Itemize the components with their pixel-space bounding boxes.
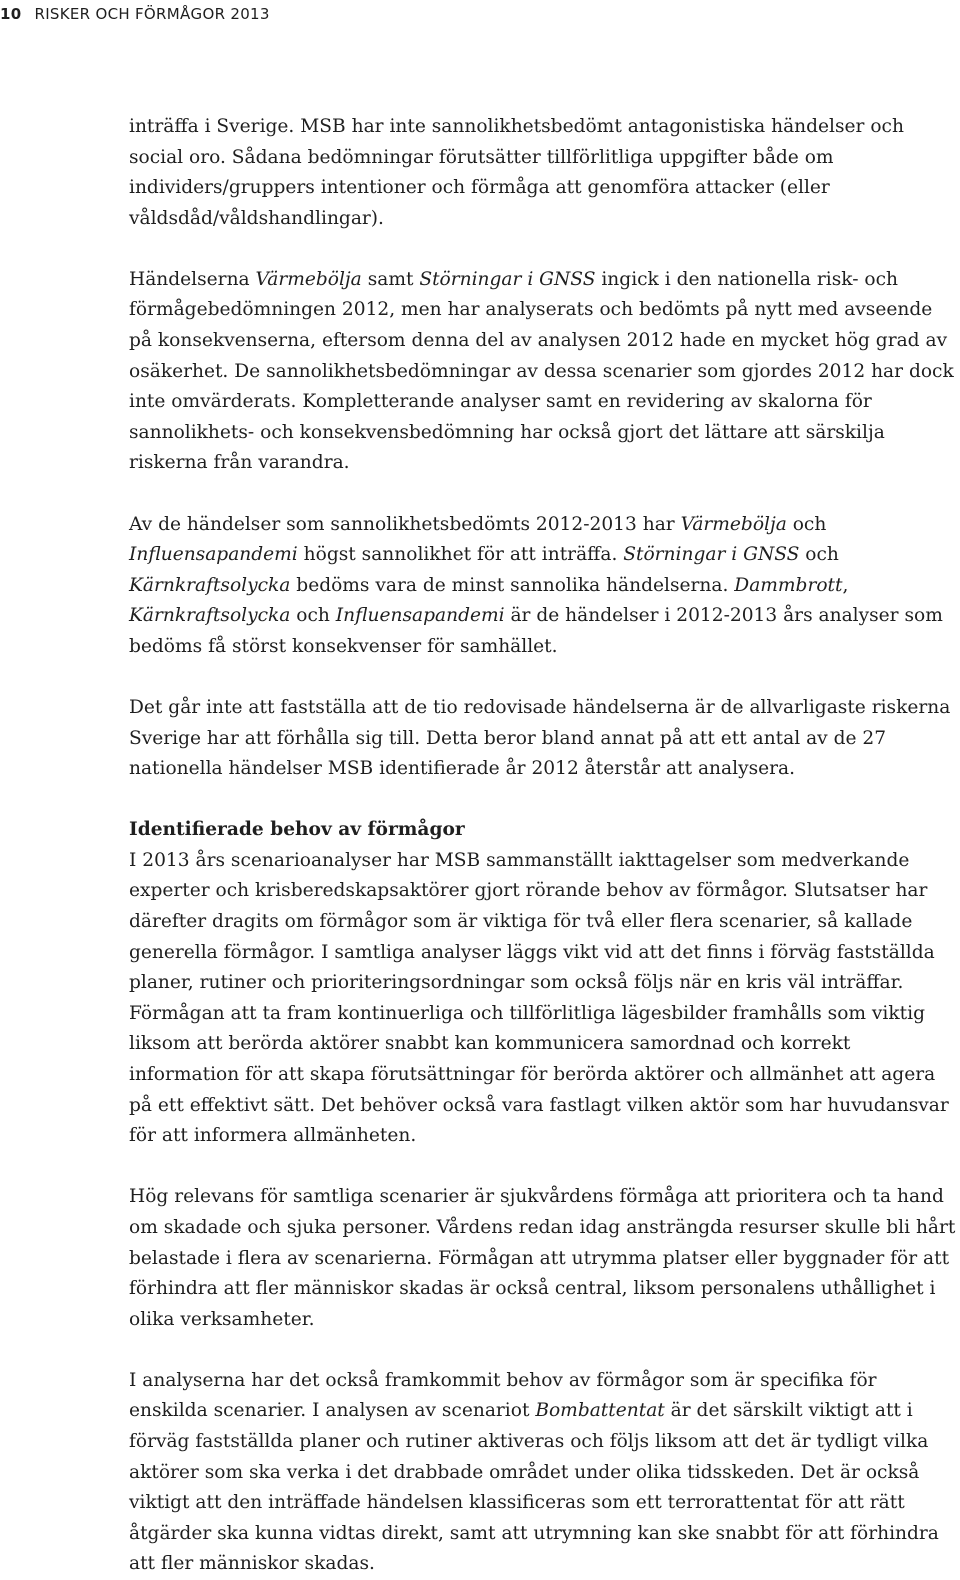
scenario-name: Störningar i GNSS bbox=[419, 268, 596, 290]
running-title: RISKER OCH FÖRMÅGOR 2013 bbox=[34, 5, 270, 23]
page-header bbox=[0, 3, 270, 25]
paragraph: Det går inte att fastställa att de tio redovisade händelserna är de allvarligaste riskerna Sverige har att förhålla sig till. Detta beror bland annat på att ett antal av de 27 nationella händelser MSB identifierade år 2012 återstår att analysera. bbox=[129, 697, 951, 780]
scenario-name: Störningar i GNSS bbox=[623, 544, 800, 566]
scenario-name: Kärnkraftsolycka bbox=[129, 574, 291, 596]
paragraph: Av de händelser som sannolikhetsbedömts 2012-2013 har Värmebölja och Influensapandemi högst sannolikhet för att inträffa. Störningar i GNSS och Kärnkraftsolycka bedöms vara de minst sannolika händelserna. Dammbrott, Kärnkraftsolycka och Influensapandemi är de händelser i 2012-2013 års analyser som bedöms få störst konsekvenser för samhället. bbox=[129, 513, 943, 657]
paragraph: inträffa i Sverige. MSB har inte sannolikhetsbedömt antagonistiska händelser och social oro. Sådana bedömningar förutsätter tillförlitliga uppgifter både om individers/gruppers intentioner och förmåga att genomföra attacker (eller våldsdåd/våldshandlingar). bbox=[129, 116, 904, 229]
paragraph: Hög relevans för samtliga scenarier är sjukvårdens förmåga att prioritera och ta hand om skadade och sjuka personer. Vårdens redan idag ansträngda resurser skulle bli hårt belastade i flera av scenarierna. Förmågan att utrymma platser eller byggnader för att förhindra att fler människor skadas är också central, liksom personalens uthållighet i olika verksamheter. bbox=[129, 1186, 956, 1330]
page-number: 10 bbox=[0, 5, 22, 23]
scenario-name: Influensapandemi bbox=[129, 544, 298, 566]
scenario-name: Värmebölja bbox=[255, 268, 362, 290]
section-heading: Identifierade behov av förmågor bbox=[129, 819, 465, 841]
scenario-name: Dammbrott bbox=[734, 574, 843, 596]
scenario-name: Bombattentat bbox=[535, 1400, 665, 1422]
paragraph: Händelserna Värmebölja samt Störningar i GNSS ingick i den nationella risk- och förmågebedömningen 2012, men har analyserats och bedömts på nytt med avseende på konsekvenserna, eftersom denna del av analysen 2012 hade en mycket hög grad av osäkerhet. De sannolikhetsbedömningar av dessa scenarier som gjordes 2012 har dock inte omvärderats. Kompletterande analyser samt en revidering av skalorna för sannolikhets- och konsekvensbedömning har också gjort det lättare att särskilja riskerna från varandra. bbox=[129, 268, 954, 474]
paragraph: I 2013 års scenarioanalyser har MSB sammanställt iakttagelser som medverkande experter och krisberedskapsaktörer gjort rörande behov av förmågor. Slutsatser har därefter dragits om förmågor som är viktiga för två eller flera scenarier, så kallade generella förmågor. I samtliga analyser läggs vikt vid att det finns i förväg fastställda planer, rutiner och prioriteringsordningar som också följs när en kris väl inträffar. Förmågan att ta fram kontinuerliga och tillförlitliga lägesbilder framhålls som viktig liksom att berörda aktörer snabbt kan kommunicera samordnad och korrekt information för att skapa förutsättningar för berörda aktörer och allmänhet att agera på ett effektivt sätt. Det behöver också vara fastlagt vilken aktör som har huvudansvar för att informera allmänheten. bbox=[129, 849, 949, 1147]
paragraph: I analyserna har det också framkommit behov av förmågor som är specifika för enskilda scenarier. I analysen av scenariot Bombattentat är det särskilt viktigt att i förväg fastställda planer och rutiner aktiveras och följs liksom att det är tydligt vilka aktörer som ska verka i det drabbade området under olika tidsskeden. Det är också viktigt att den inträffade händelsen klassificeras som ett terrorattentat för att rätt åtgärder ska kunna vidtas direkt, samt att utrymning kan ske snabbt för att förhindra att fler människor skadas. bbox=[129, 1369, 939, 1575]
scenario-name: Värmebölja bbox=[680, 513, 787, 535]
document-body bbox=[129, 112, 957, 1580]
scenario-name: Kärnkraftsolycka bbox=[129, 605, 291, 627]
scenario-name: Influensapandemi bbox=[335, 605, 505, 627]
